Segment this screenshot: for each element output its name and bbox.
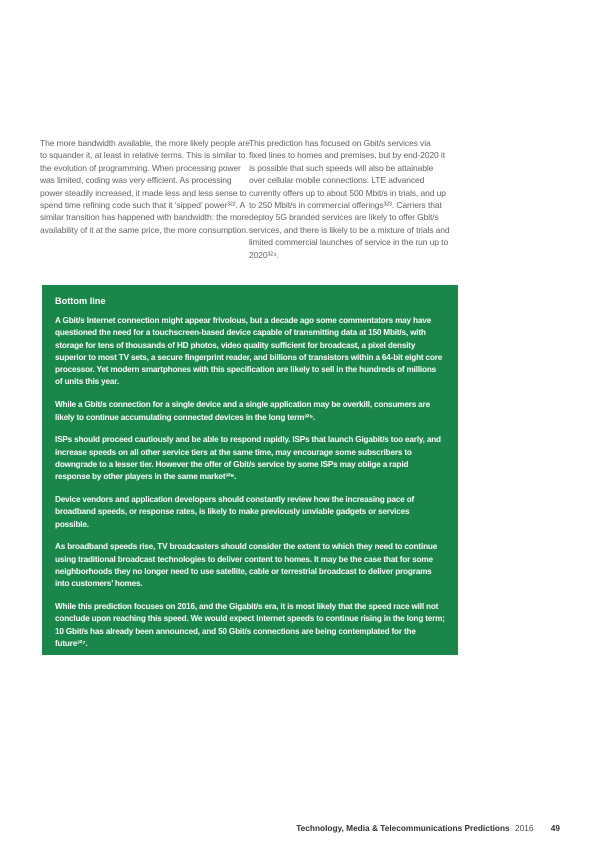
footer-year: 2016	[514, 823, 534, 833]
bottom-line-paragraph: ISPs should proceed cautiously and be able to respond rapidly. ISPs that launch Gigabit/s too early, and increase speeds on all other service tiers at the same time, may encourage some subscribers to downgrade to a lesser tier. However the offer of Gbit/s service by some ISPs may oblige a rapid response by other players in the same market³²⁶.	[55, 435, 441, 482]
footer-publication-title: Technology, Media & Telecommunications Predictions	[296, 823, 510, 833]
bottom-line-title: Bottom line	[55, 296, 106, 306]
bottom-line-paragraph: While a Gbit/s connection for a single device and a single application may be overkill, consumers are likely to continue accumulating connected devices in the long term³²⁵.	[55, 400, 430, 422]
page-footer	[296, 823, 560, 833]
bottom-line-paragraph: While this prediction focuses on 2016, and the Gigabit/s era, it is most likely that the speed race will not conclude upon reaching this speed. We would expect Internet speeds to continue rising in the long term; 10 Gbit/s has already been announced, and 50 Gbit/s connections are being contemplated for the future³²⁷.	[55, 602, 445, 649]
bottom-line-paragraph: As broadband speeds rise, TV broadcasters should consider the extent to which they need to continue using traditional broadcast technologies to deliver content to homes. It may be the case that for some neighborhoods they no longer need to use satellite, cable or terrestrial broadcast to deliver programs into customers’ homes.	[55, 542, 438, 589]
intro-left-column: The more bandwidth available, the more likely people are to squander it, at least in relative terms. This is similar to the evolution of programming. When processing power was limited, coding was very efficient. As processing power steadily increased, it made less and less sense to spend time refining code such that it ‘sipped’ power³²². A similar transition has happened with bandwidth: the more availability of it at the same price, the more consumption.	[40, 138, 250, 235]
bottom-line-paragraph: A Gbit/s Internet connection might appear frivolous, but a decade ago some commentators may have questioned the need for a touchscreen-based device capable of transmitting data at 150 Mbit/s, with storage for tens of thousands of HD photos, video quality sufficient for broadcast, a pixel density superior to most TV sets, a secure fingerprint reader, and billions of transistors within a 64-bit eight core processor. Yet modern smartphones with this specification are likely to sell in the hundreds of millions of units this year.	[55, 316, 443, 387]
footer-page-number: 49	[550, 823, 560, 833]
bottom-line-box	[42, 285, 458, 655]
intro-right-column: This prediction has focused on Gbit/s services via fixed lines to homes and premises, but by end-2020 it is possible that such speeds will also be attainable over cellular mobile connections. LTE advanced currently offers up to about 500 Mbit/s in trials, and up to 250 Mbit/s in commercial offerings³²³. Carriers that deploy 5G branded services are likely to offer Gbit/s services, and there is likely to be a mixture of trials and limited commercial launches of service in the run up to 2020³²⁴.	[249, 138, 450, 260]
bottom-line-paragraph: Device vendors and application developers should constantly review how the increasing pace of broadband speeds, or response rates, is likely to make previously unviable gadgets or services possible.	[55, 495, 415, 529]
